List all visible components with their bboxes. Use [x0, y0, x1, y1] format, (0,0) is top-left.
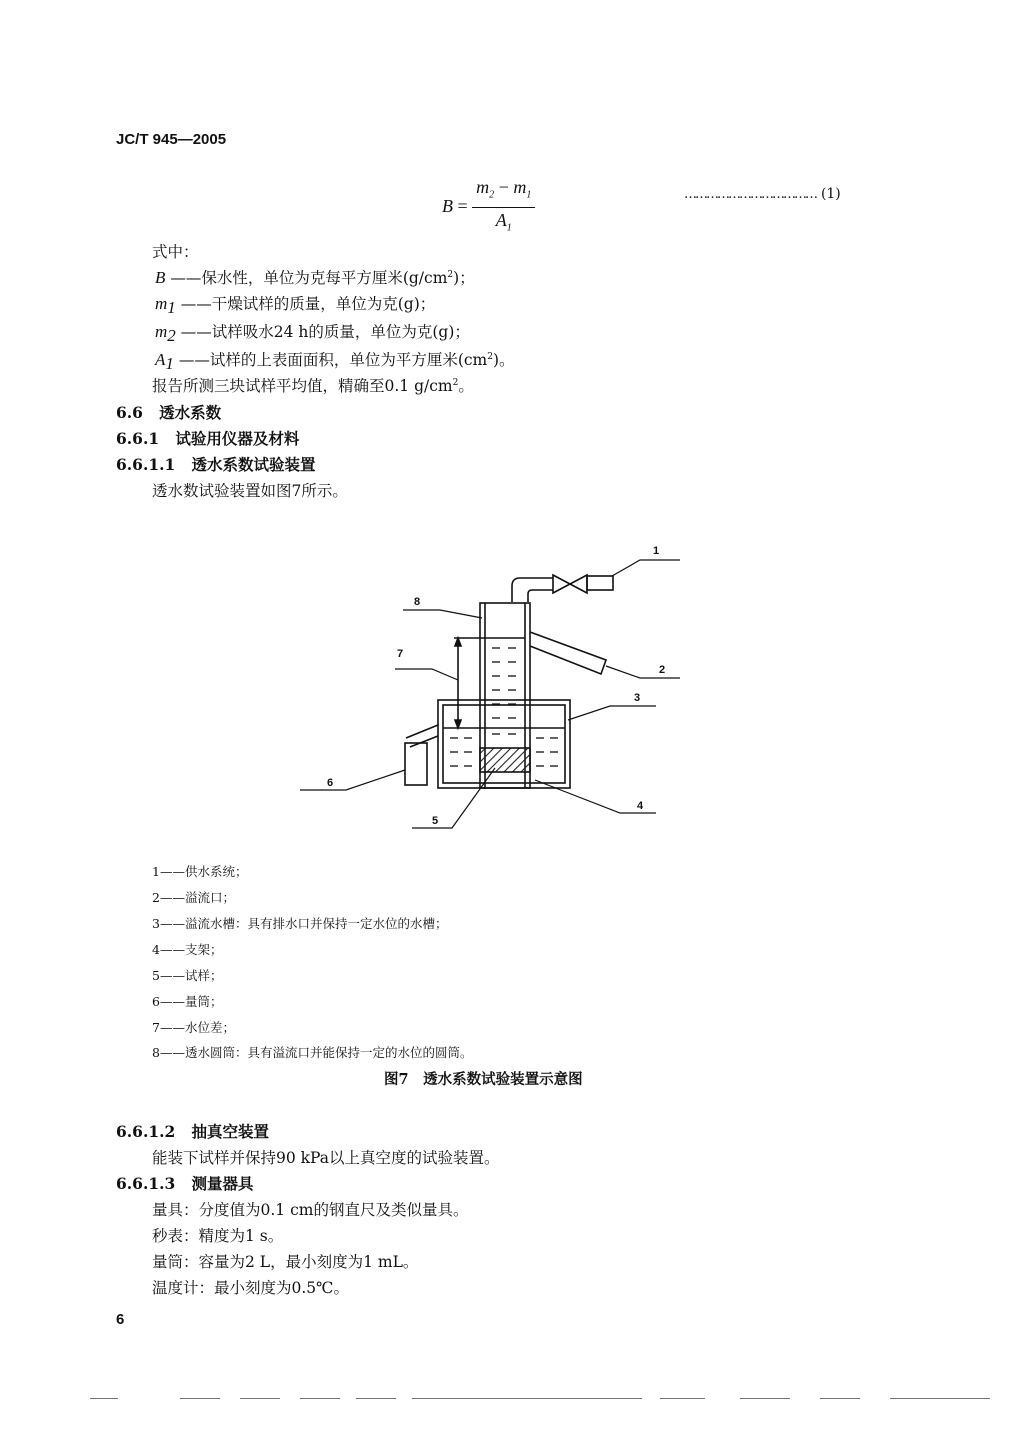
legend-item-6: 6——量筒；	[152, 994, 223, 1009]
where-intro: 式中：	[152, 243, 199, 261]
measuring-item-ruler: 量具：分度值为0.1 cm的钢直尺及类似量具。	[152, 1201, 469, 1219]
scan-line-10	[890, 1398, 990, 1399]
scan-line-6	[412, 1398, 642, 1399]
formula	[442, 176, 535, 240]
callout-8: 8	[414, 596, 421, 608]
measuring-item-stopwatch: 秒表：精度为1 s。	[152, 1227, 284, 1245]
measuring-cylinder	[405, 743, 427, 785]
callout-5: 5	[432, 815, 439, 827]
standard-number: JC/T 945—2005	[116, 131, 227, 148]
formula-leader	[684, 184, 841, 202]
section-6-6-1-1-text: 透水数试验装置如图7所示。	[152, 482, 348, 500]
page-number: 6	[116, 1311, 125, 1328]
callout-4: 4	[637, 800, 644, 812]
measuring-item-cylinder: 量筒：容量为2 L，最小刻度为1 mL。	[152, 1253, 419, 1271]
report-note: 报告所测三块试样平均值，精确至0.1 $g/cm^2$。	[152, 377, 474, 395]
formula-number: (1)	[820, 186, 841, 202]
scan-line-9	[820, 1398, 860, 1399]
supply-inlet	[587, 576, 613, 590]
callout-7: 7	[397, 648, 404, 660]
legend-item-8: 8——透水圆筒：具有溢流口并能保持一定的水位的圆筒。	[152, 1045, 473, 1060]
formula-equals: =	[457, 196, 468, 217]
scan-line-4	[300, 1398, 340, 1399]
formula-leader-dots: ………………………………	[684, 187, 816, 202]
scan-line-2	[180, 1398, 220, 1399]
formula-fraction	[472, 176, 535, 240]
measuring-item-thermometer: 温度计：最小刻度为0.5℃。	[152, 1279, 349, 1297]
callout-6: 6	[327, 777, 334, 789]
formula-lhs: B	[442, 196, 453, 217]
specimen	[480, 748, 530, 772]
figure-7-diagram	[0, 520, 1020, 850]
definition-A1: $A_1$ ——试样的上表面面积，单位为平方厘米$(cm^2)$。	[155, 350, 515, 374]
definition-m2: $m_2$ ——试样吸水24 h的质量，单位为克(g)；	[155, 322, 470, 346]
legend-item-4: 4——支架；	[152, 942, 223, 957]
callout-1: 1	[653, 545, 660, 557]
legend-item-7: 7——水位差；	[152, 1020, 235, 1035]
formula-denominator: $A_1$	[495, 209, 512, 234]
section-6-6-1: 6.6.1 试验用仪器及材料	[116, 429, 300, 448]
legend-item-3: 3——溢流水槽：具有排水口并保持一定水位的水槽；	[152, 916, 448, 931]
scan-line-3	[240, 1398, 280, 1399]
formula-numerator: $m_2 - m_1$	[472, 176, 535, 208]
section-6-6-1-2-text: 能装下试样并保持90 kPa以上真空度的试验装置。	[152, 1149, 500, 1167]
definition-B: B ——保水性，单位为克每平方厘米$(g/cm^2)$；	[155, 268, 475, 287]
supply-pipe	[512, 578, 553, 602]
callout-2: 2	[659, 664, 666, 676]
section-6-6-1-2: 6.6.1.2 抽真空装置	[116, 1122, 270, 1141]
valve-icon	[553, 575, 570, 593]
legend-item-1: 1——供水系统；	[152, 864, 248, 879]
scan-line-7	[660, 1398, 705, 1399]
figure-caption: 图7 透水系数试验装置示意图	[384, 1071, 583, 1088]
definition-m1: $m_1$ ——干燥试样的质量，单位为克(g)；	[155, 294, 436, 318]
overflow-spout	[530, 632, 606, 674]
callout-3: 3	[634, 692, 641, 704]
scan-line-8	[740, 1398, 790, 1399]
legend-item-5: 5——试样；	[152, 968, 223, 983]
section-6-6-1-1: 6.6.1.1 透水系数试验装置	[116, 455, 316, 474]
scan-line-1	[90, 1398, 118, 1399]
legend-item-2: 2——溢流口；	[152, 890, 235, 905]
scan-line-5	[356, 1398, 396, 1399]
section-6-6-1-3: 6.6.1.3 测量器具	[116, 1174, 254, 1193]
section-6-6: 6.6 透水系数	[116, 403, 222, 422]
